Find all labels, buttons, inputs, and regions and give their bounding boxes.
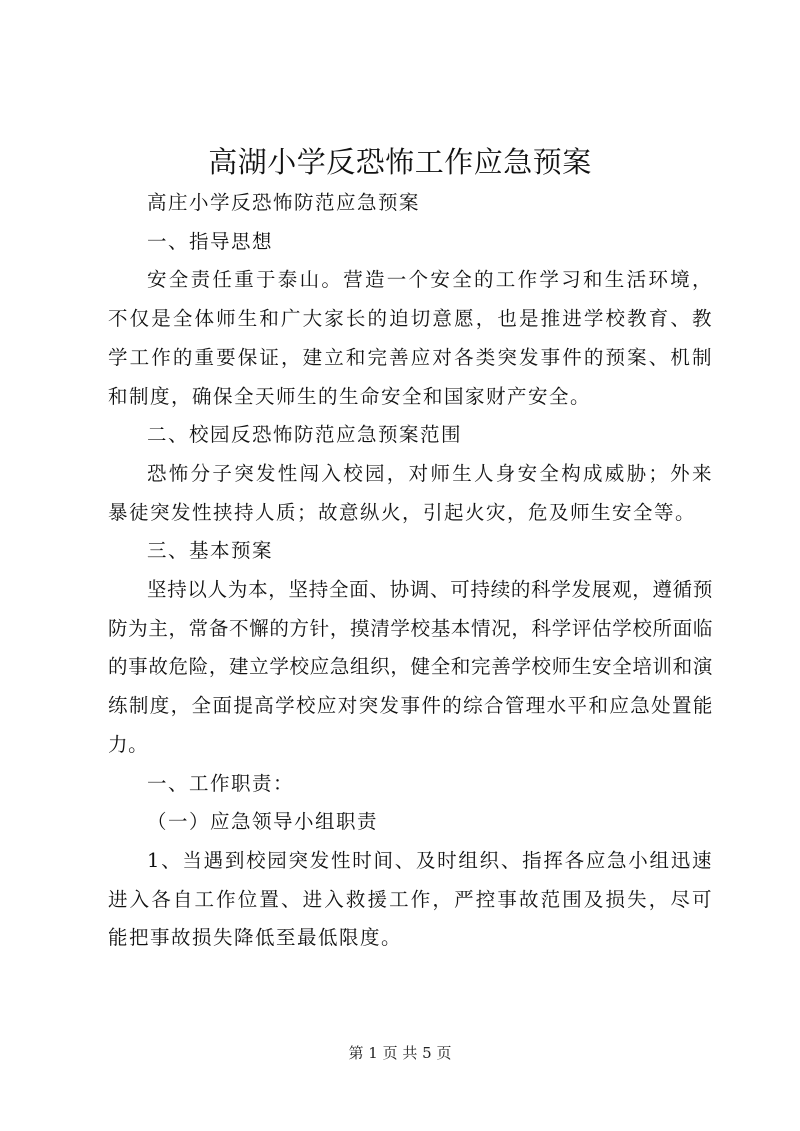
paragraph-basic-plan: 坚持以人为本，坚持全面、协调、可持续的科学发展观，遵循预防为主，常备不懈的方针，摸清学校基本情况，科学评估学校所面临的事故危险，建立学校应急组织，健全和完善学校师生安全培训和演练制度，全面提高学校应对突发事件的综合管理水平和应急处置能力。 xyxy=(108,578,713,756)
heading-guiding-ideology: 一、指导思想 xyxy=(147,229,274,253)
paragraph-plan-scope: 恐怖分子突发性闯入校园，对师生人身安全构成威胁；外来暴徒突发性挟持人质；故意纵火，引起火灾，危及师生安全等。 xyxy=(108,461,713,524)
paragraph-subtitle: 高庄小学反恐怖防范应急预案 xyxy=(147,191,421,214)
heading-basic-plan: 三、基本预案 xyxy=(147,539,274,563)
heading-leadership-duties: （一）应急领导小组职责 xyxy=(147,810,379,834)
heading-plan-scope: 二、校园反恐怖防范应急预案范围 xyxy=(147,423,463,447)
paragraph-duty-1: 1、当遇到校园突发性时间、及时组织、指挥各应急小组迅速进入各自工作位置、进入救援工作，严控事故范围及损失，尽可能把事故损失降低至最低限度。 xyxy=(108,848,713,950)
heading-work-duties: 一、工作职责： xyxy=(147,771,295,795)
document-body xyxy=(108,184,713,958)
page-footer: 第 1 页 共 5 页 xyxy=(348,1044,452,1062)
document-title: 高湖小学反恐怖工作应急预案 xyxy=(208,145,592,179)
paragraph-guiding-ideology: 安全责任重于泰山。营造一个安全的工作学习和生活环境，不仅是全体师生和广大家长的迫切意愿，也是推进学校教育、教学工作的重要保证，建立和完善应对各类突发事件的预案、机制和制度，确保全天师生的生命安全和国家财产安全。 xyxy=(108,268,713,408)
